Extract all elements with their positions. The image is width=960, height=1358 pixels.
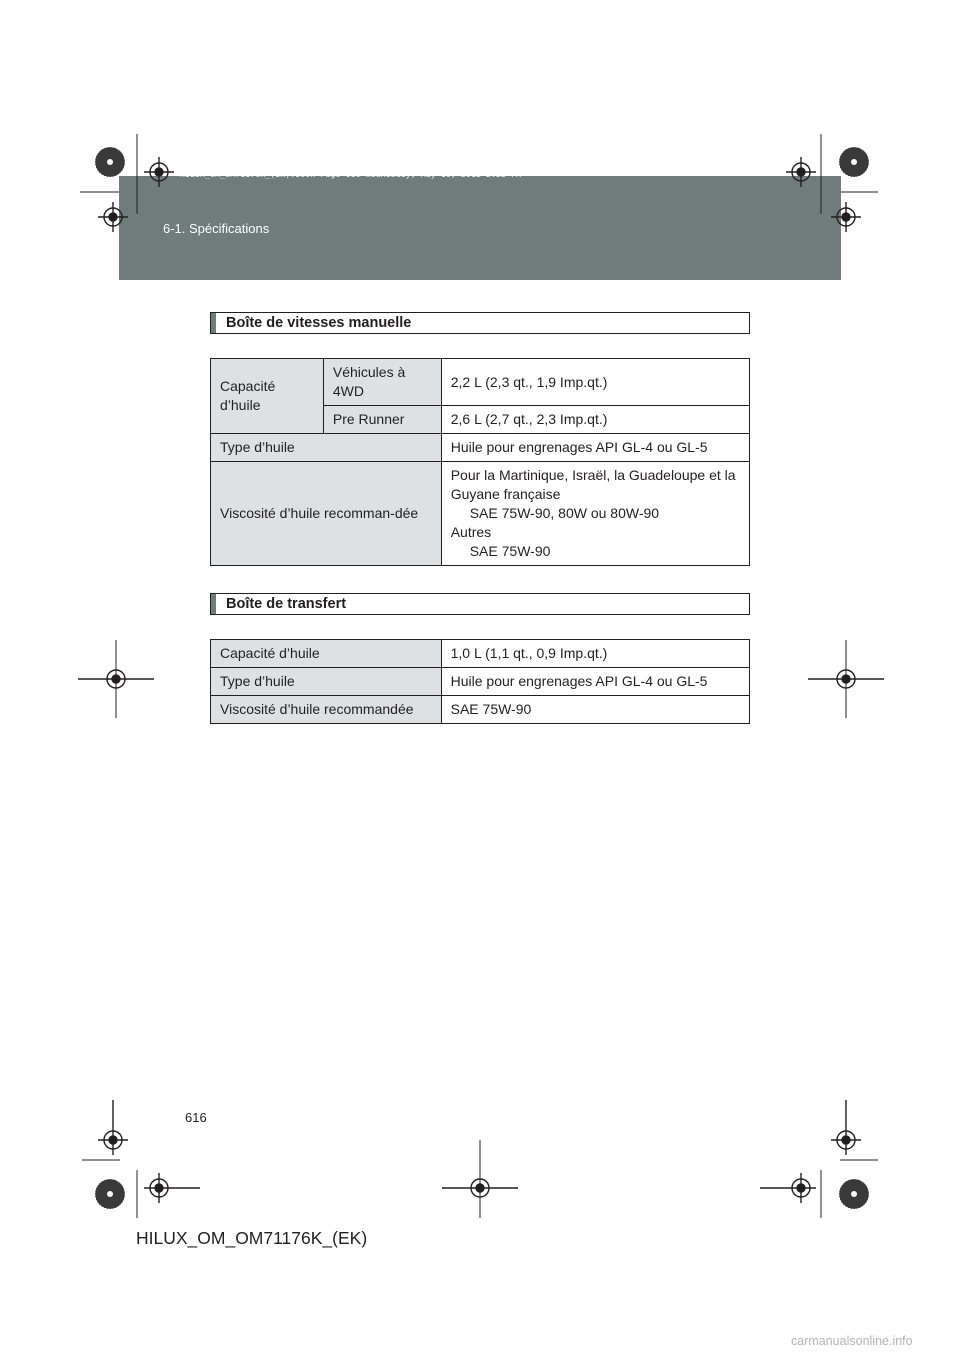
starburst-mark-icon	[95, 147, 125, 177]
document-code: HILUX_OM_OM71176K_(EK)	[136, 1228, 368, 1248]
viscosity-label: Viscosité d’huile recommandée	[211, 696, 442, 724]
viscosity-label: Viscosité d’huile recomman-dée	[211, 462, 442, 566]
heading-text: Boîte de transfert	[226, 596, 347, 612]
section-heading-manual-gearbox	[210, 312, 750, 334]
section-title: 6-1. Spécifications	[163, 221, 270, 236]
table-row	[211, 434, 750, 462]
viscosity-grade: SAE 75W-90	[469, 543, 551, 559]
vehicle-type-label: Pre Runner	[323, 406, 441, 434]
page-number: 616	[185, 1110, 207, 1125]
oil-capacity-label: Capacité d’huile	[211, 640, 442, 668]
section-heading-transfer-case	[210, 593, 750, 615]
oil-type-label: Type d’huile	[211, 434, 442, 462]
oil-capacity-value: 2,2 L (2,3 qt., 1,9 Imp.qt.)	[441, 359, 749, 406]
table-row	[211, 359, 750, 406]
oil-capacity-value: 1,0 L (1,1 qt., 0,9 Imp.qt.)	[441, 640, 749, 668]
transfer-case-table	[210, 639, 750, 724]
oil-type-label: Type d’huile	[211, 668, 442, 696]
viscosity-region: Autres	[450, 524, 492, 540]
heading-accent-bar	[211, 594, 216, 614]
crosshair-target-icon	[144, 157, 174, 187]
heading-text: Boîte de vitesses manuelle	[226, 315, 412, 331]
table-row	[211, 696, 750, 724]
manual-gearbox-table	[210, 358, 750, 566]
oil-capacity-value: 2,6 L (2,7 qt., 2,3 Imp.qt.)	[441, 406, 749, 434]
table-row	[211, 668, 750, 696]
watermark: carmanualsonline.info	[791, 1334, 913, 1348]
viscosity-region: Pour la Martinique, Israël, la Guadeloupe et la Guyane française	[450, 467, 736, 502]
viscosity-value: SAE 75W-90	[441, 696, 749, 724]
heading-accent-bar	[211, 313, 216, 333]
oil-type-value: Huile pour engrenages API GL-4 ou GL-5	[441, 668, 749, 696]
oil-capacity-label: Capacité d’huile	[211, 359, 324, 434]
book-stamp: HILUX_OM_OM71176K_(EK).book Page 616 Wednesday, May 16, 2012 2:32 PM	[180, 170, 522, 179]
viscosity-value	[441, 462, 749, 566]
table-row	[211, 640, 750, 668]
vehicle-type-label: Véhicules à 4WD	[323, 359, 441, 406]
table-row	[211, 462, 750, 566]
oil-type-value: Huile pour engrenages API GL-4 ou GL-5	[441, 434, 749, 462]
viscosity-grade: SAE 75W-90, 80W ou 80W-90	[469, 505, 660, 521]
